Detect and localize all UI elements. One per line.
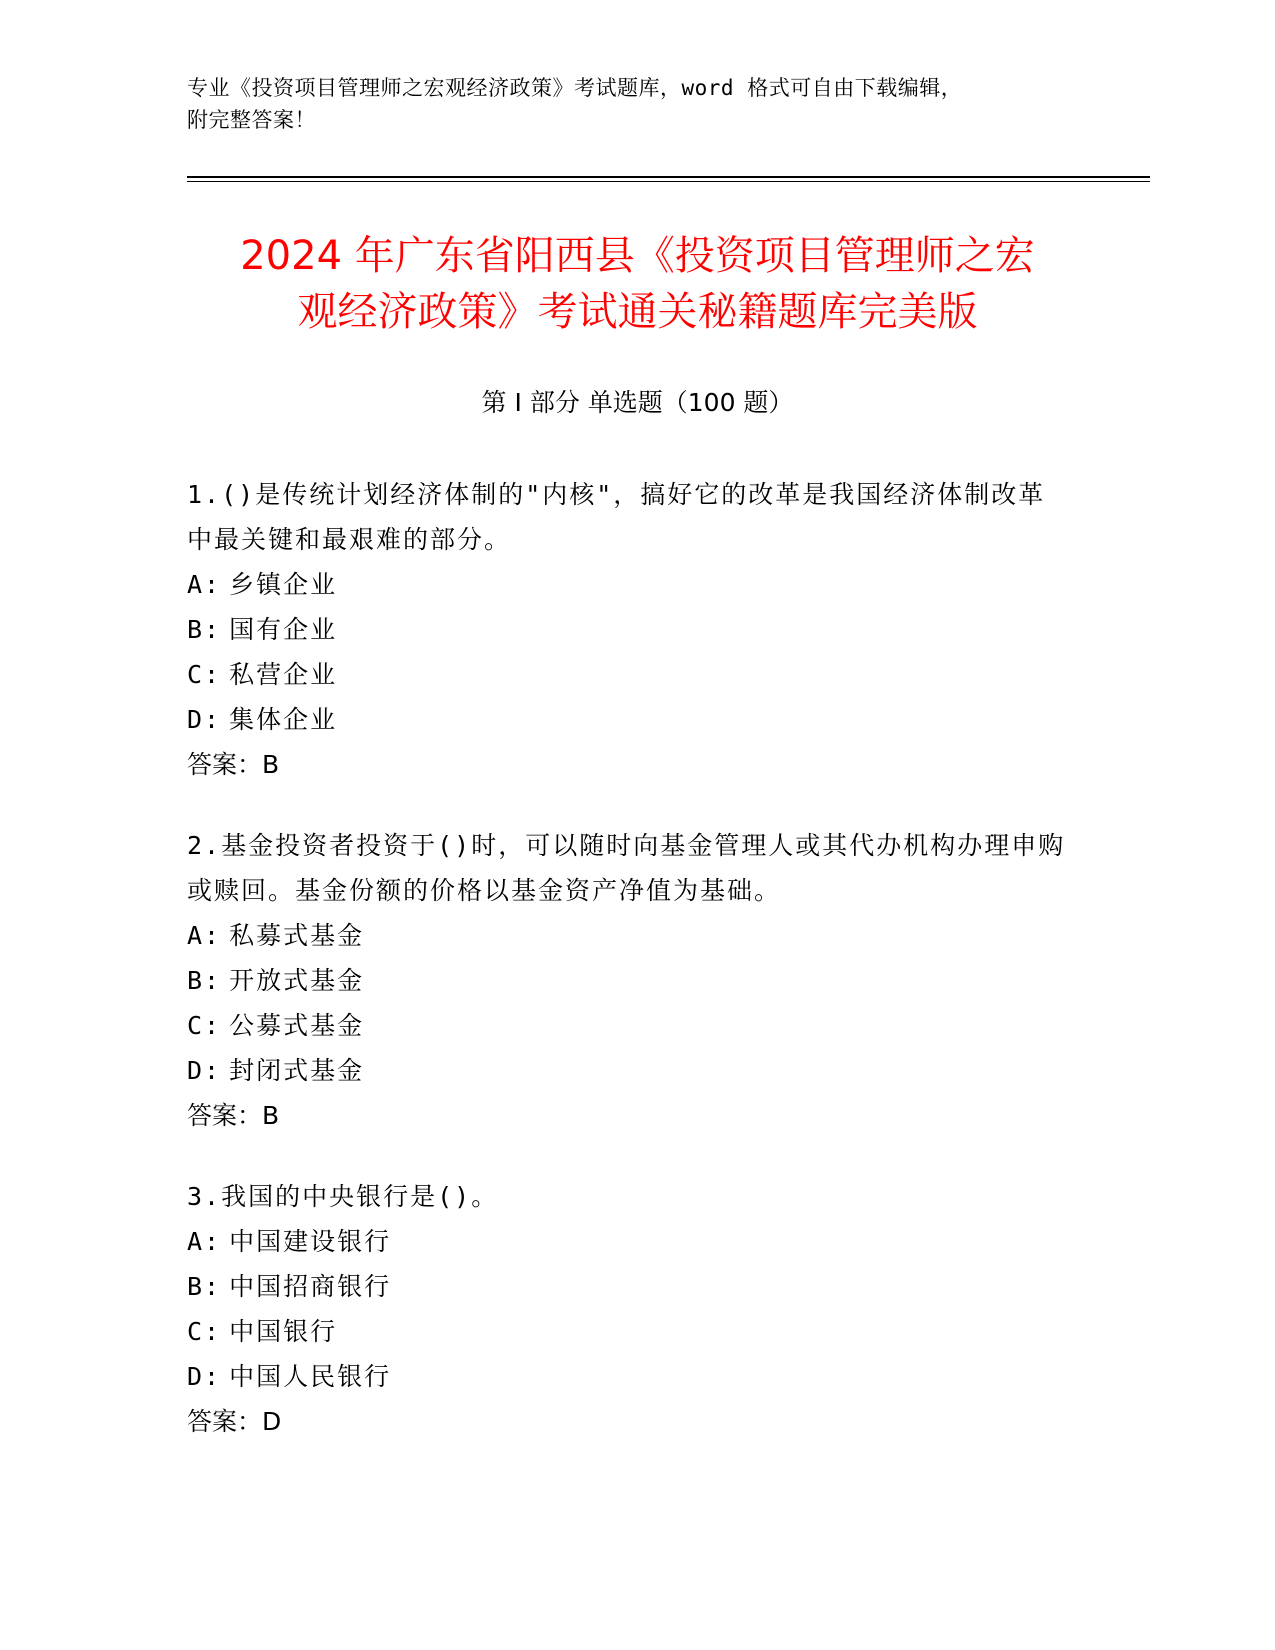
option-text: 私募式基金 — [229, 921, 365, 950]
option-letter: A: — [187, 921, 222, 950]
section-heading: 第 I 部分 单选题（100 题） — [481, 388, 794, 417]
answer: 答案：B — [187, 750, 280, 779]
option-text: 国有企业 — [229, 615, 338, 644]
option-letter: A: — [187, 570, 222, 599]
document-title-line-2: 观经济政策》考试通关秘籍题库完美版 — [297, 289, 978, 335]
header-divider-thin — [187, 181, 1150, 182]
option-letter: A: — [187, 1227, 222, 1256]
header-note-line-2: 附完整答案！ — [187, 108, 316, 132]
question-1 — [187, 472, 1067, 787]
option-text: 中国银行 — [229, 1317, 338, 1346]
answer: 答案：D — [187, 1407, 282, 1436]
option-letter: B: — [187, 615, 222, 644]
option-letter: D: — [187, 1362, 222, 1391]
option-a — [187, 1219, 1067, 1264]
option-d — [187, 697, 1067, 742]
option-text: 中国招商银行 — [229, 1272, 392, 1301]
option-a — [187, 913, 1067, 958]
header-note-line-1: 专业《投资项目管理师之宏观经济政策》考试题库，word 格式可自由下载编辑， — [187, 76, 963, 100]
option-b — [187, 1264, 1067, 1309]
option-b — [187, 958, 1067, 1003]
option-letter: B: — [187, 966, 222, 995]
option-text: 封闭式基金 — [229, 1056, 365, 1085]
header-divider-thick — [187, 176, 1150, 178]
header-note — [187, 72, 1067, 136]
question-2 — [187, 823, 1067, 1138]
document-title — [150, 228, 1125, 340]
question-list — [187, 472, 1067, 1480]
option-text: 私营企业 — [229, 660, 338, 689]
option-c — [187, 652, 1067, 697]
option-text: 中国人民银行 — [229, 1362, 392, 1391]
option-d — [187, 1354, 1067, 1399]
question-3 — [187, 1174, 1067, 1444]
option-b — [187, 607, 1067, 652]
document-title-line-1: 2024 年广东省阳西县《投资项目管理师之宏 — [240, 233, 1035, 279]
option-text: 公募式基金 — [229, 1011, 365, 1040]
option-text: 集体企业 — [229, 705, 338, 734]
question-stem: 1.()是传统计划经济体制的"内核"，搞好它的改革是我国经济体制改革中最关键和最艰难的部分。 — [187, 480, 1046, 554]
answer: 答案：B — [187, 1101, 280, 1130]
question-stem: 3.我国的中央银行是()。 — [187, 1182, 499, 1211]
option-text: 开放式基金 — [229, 966, 365, 995]
option-a — [187, 562, 1067, 607]
option-c — [187, 1003, 1067, 1048]
option-letter: D: — [187, 705, 222, 734]
option-d — [187, 1048, 1067, 1093]
option-letter: C: — [187, 1317, 222, 1346]
option-letter: D: — [187, 1056, 222, 1085]
option-letter: C: — [187, 1011, 222, 1040]
option-text: 乡镇企业 — [229, 570, 338, 599]
question-stem: 2.基金投资者投资于()时，可以随时向基金管理人或其代办机构办理申购或赎回。基金份额的价格以基金资产净值为基础。 — [187, 831, 1066, 905]
option-c — [187, 1309, 1067, 1354]
option-letter: B: — [187, 1272, 222, 1301]
option-text: 中国建设银行 — [229, 1227, 392, 1256]
option-letter: C: — [187, 660, 222, 689]
